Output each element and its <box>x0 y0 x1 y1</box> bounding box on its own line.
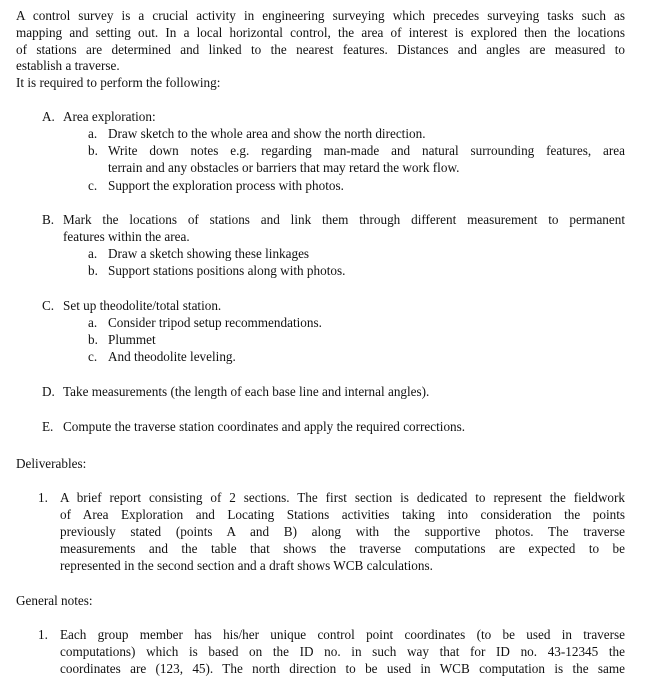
subitem-marker: a. <box>88 246 98 261</box>
note-text: Each group member has his/her unique control point coordinates (to be used in traverse <box>60 627 625 642</box>
intro-line: establish a traverse. <box>16 58 120 73</box>
deliverable-text: A brief report consisting of 2 sections. The first section is dedicated to represent the fieldwork <box>60 490 625 505</box>
intro-line: A control survey is a crucial activity in engineering surveying which precedes surveying tasks such as <box>16 8 625 23</box>
subitem-marker: b. <box>88 263 98 278</box>
section-marker: B. <box>42 212 55 227</box>
section-title: Set up theodolite/total station. <box>63 298 222 313</box>
deliverable-text: measurements and the table that shows the traverse computations are expected to be <box>60 541 625 556</box>
section-title: features within the area. <box>63 229 190 244</box>
subitem-text: terrain and any obstacles or barriers that may retard the work flow. <box>108 160 460 175</box>
section-marker: C. <box>42 298 55 313</box>
intro-line: of stations are determined and linked to the nearest features. Distances and angles are measured to <box>16 42 625 57</box>
general-notes-heading: General notes: <box>16 593 93 608</box>
section-marker: E. <box>42 419 54 434</box>
subitem-marker: c. <box>88 178 98 193</box>
subitem-text: Consider tripod setup recommendations. <box>108 315 322 330</box>
subitem-text: Support stations positions along with photos. <box>108 263 346 278</box>
subitem-text: Draw a sketch showing these linkages <box>108 246 310 261</box>
section-marker: A. <box>42 109 55 124</box>
deliverable-marker: 1. <box>38 490 48 505</box>
note-marker: 1. <box>38 627 48 642</box>
subitem-text: Write down notes e.g. regarding man-made and natural surrounding features, area <box>108 143 625 158</box>
subitem-text: Draw sketch to the whole area and show the north direction. <box>108 126 426 141</box>
deliverable-text: represented in the second section and a draft shows WCB calculations. <box>60 558 433 573</box>
subitem-marker: b. <box>88 332 98 347</box>
section-title: Take measurements (the length of each base line and internal angles). <box>63 384 430 399</box>
intro-required: It is required to perform the following: <box>16 75 221 90</box>
note-text: coordinates are (123, 45). The north direction to be used in WCB computation is the same <box>60 661 625 676</box>
subitem-marker: a. <box>88 315 98 330</box>
subitem-marker: b. <box>88 143 98 158</box>
intro-line: mapping and setting out. In a local horizontal control, the area of interest is explored then the locations <box>16 25 625 40</box>
subitem-marker: a. <box>88 126 98 141</box>
section-title: Compute the traverse station coordinates and apply the required corrections. <box>63 419 466 434</box>
section-title: Mark the locations of stations and link them through different measurement to permanent <box>63 212 625 227</box>
subitem-text: Plummet <box>108 332 156 347</box>
deliverable-text: previously stated (points A and B) along with the supportive photos. The traverse <box>60 524 625 539</box>
subitem-text: Support the exploration process with photos. <box>108 178 344 193</box>
section-title: Area exploration: <box>63 109 156 124</box>
section-marker: D. <box>42 384 55 399</box>
deliverables-heading: Deliverables: <box>16 456 87 471</box>
subitem-marker: c. <box>88 349 98 364</box>
note-text: computations) which is based on the ID no. in such way that for ID no. 43-12345 the <box>60 644 625 659</box>
subitem-text: And theodolite leveling. <box>108 349 236 364</box>
deliverable-text: of Area Exploration and Locating Stations activities taking into consideration the points <box>60 507 625 522</box>
